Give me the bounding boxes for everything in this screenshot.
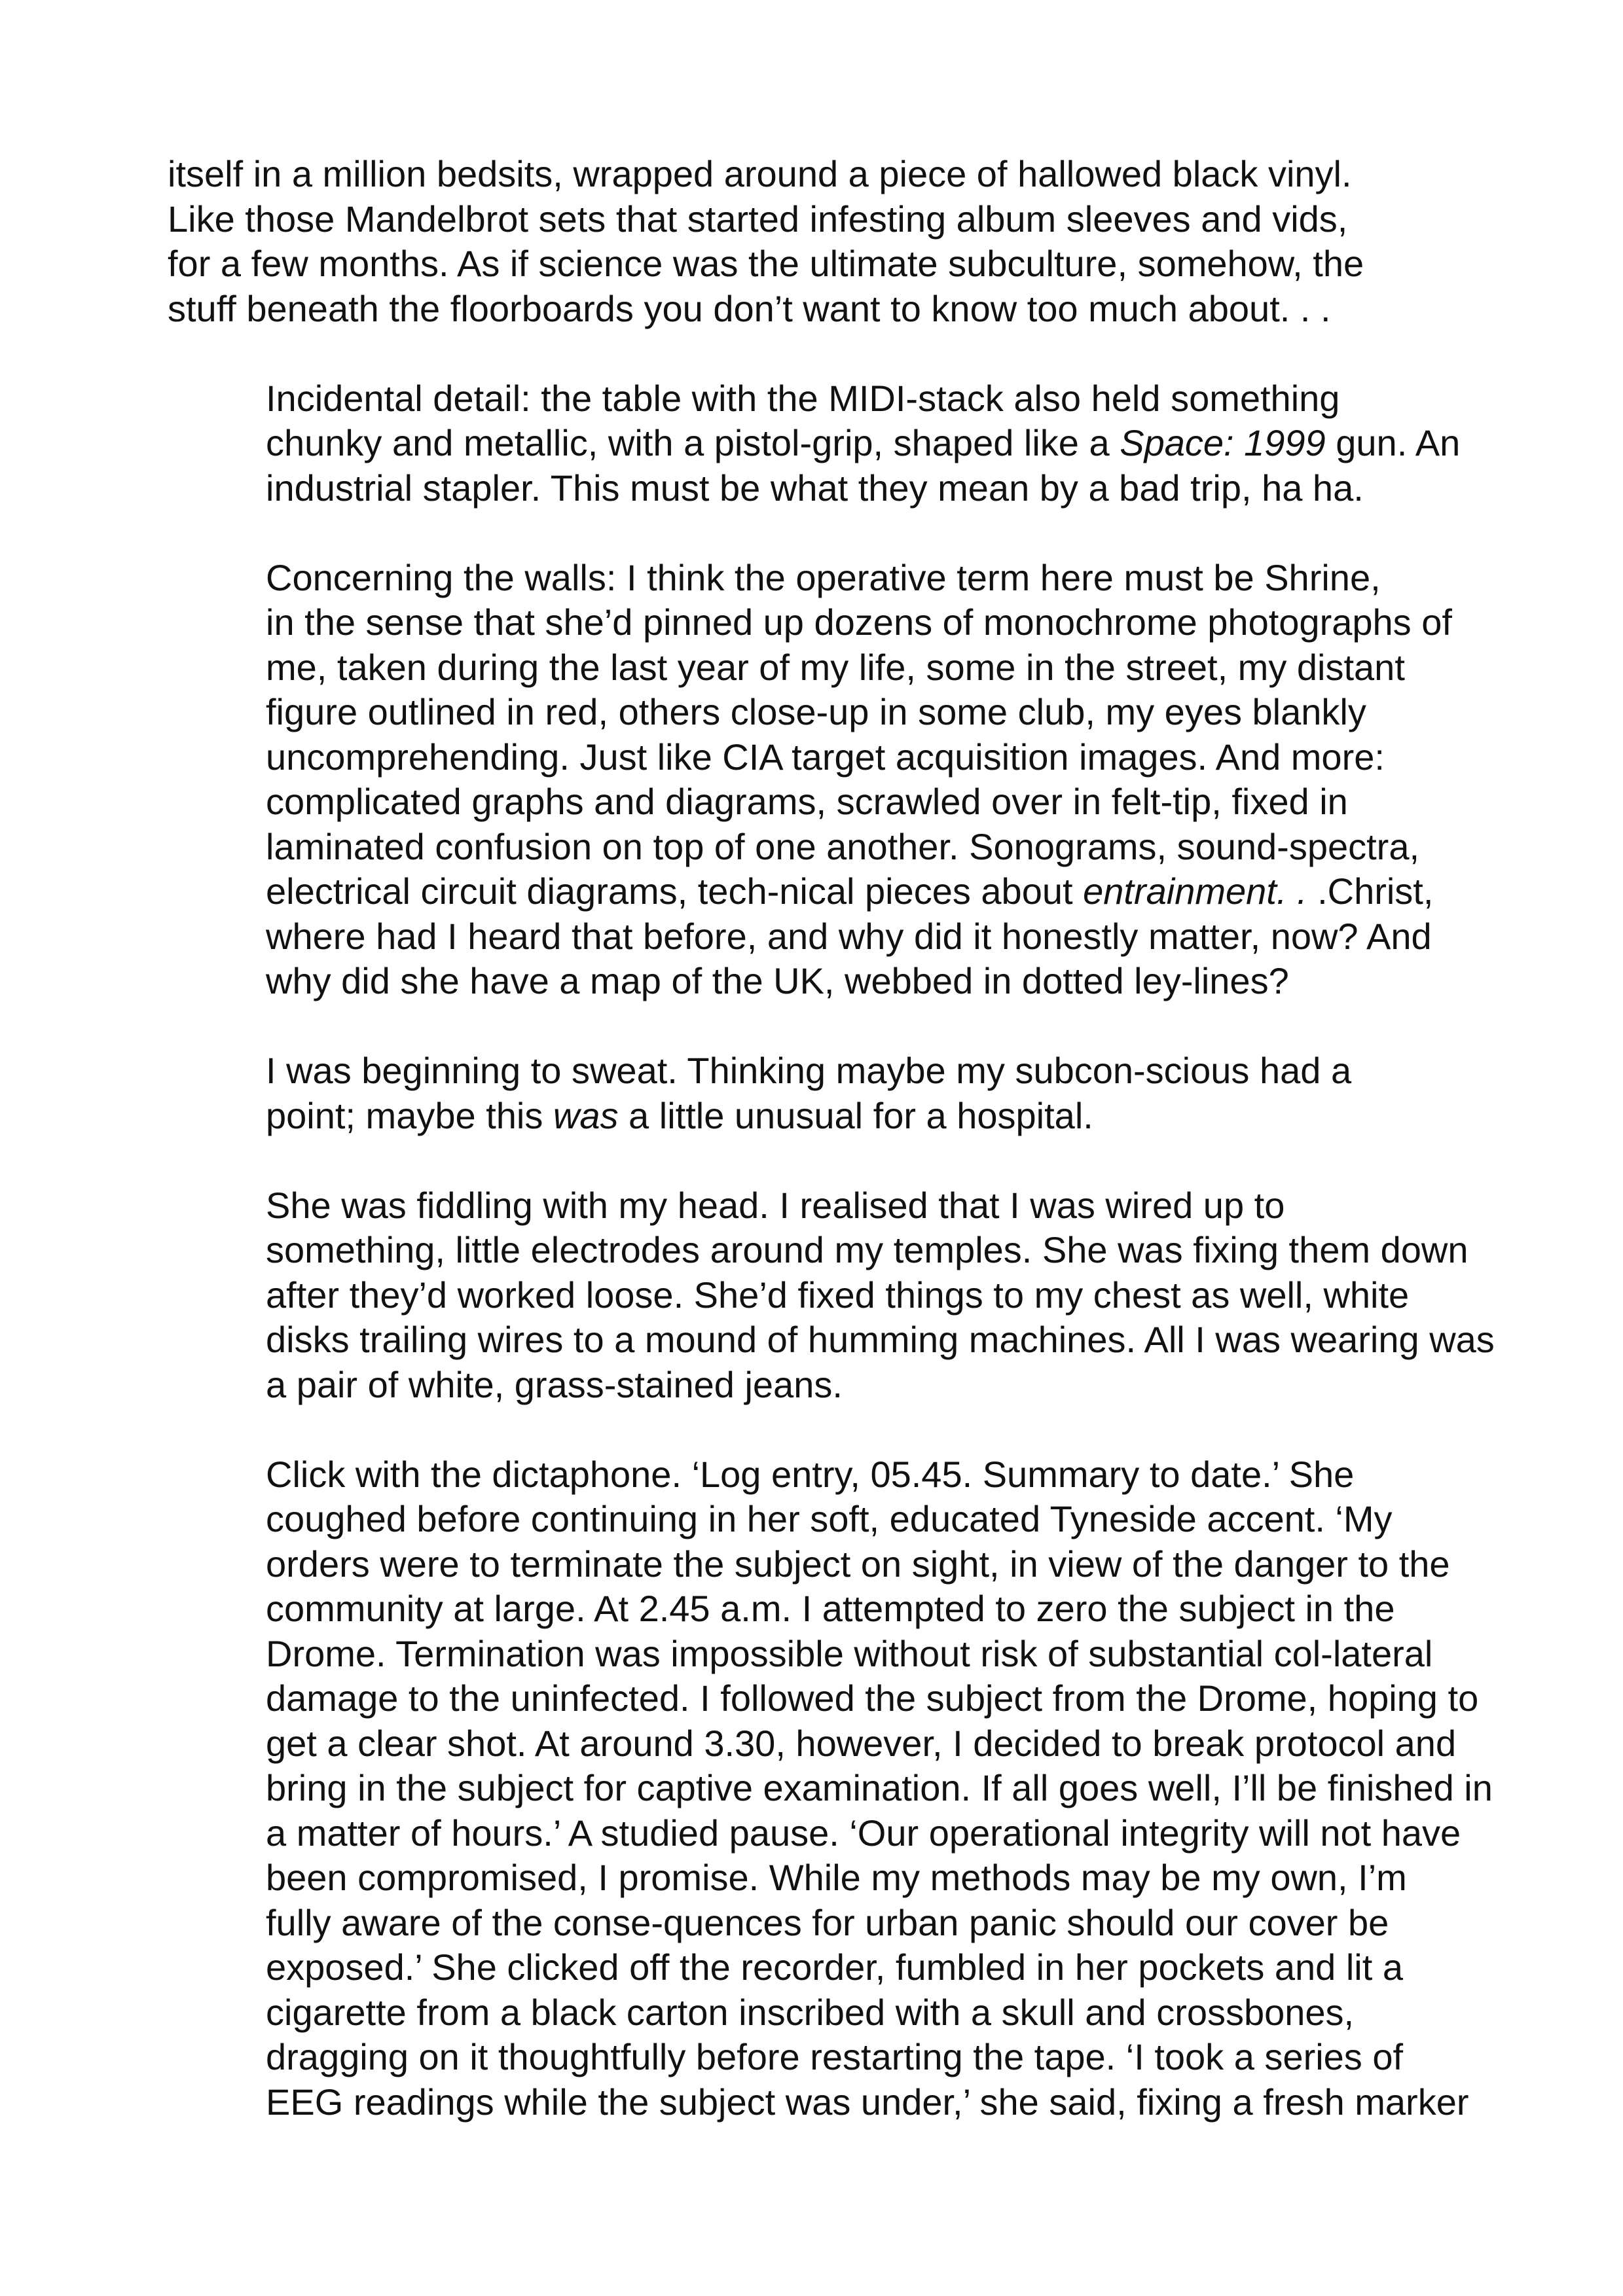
- text-run: fully aware of the conse-quences for urban panic should our cover be: [266, 1901, 1389, 1943]
- text-run: for a few months. As if science was the ultimate subculture, somehow, the: [168, 243, 1364, 284]
- text-run: why did she have a map of the UK, webbed in dotted ley-lines?: [266, 960, 1289, 1001]
- text-line: [168, 1318, 1495, 1363]
- text-line: [168, 1452, 1484, 1498]
- text-run: complicated graphs and diagrams, scrawled over in felt-tip, fixed in: [266, 781, 1348, 822]
- text-run: stuff beneath the floorboards you don’t want to know too much about. . .: [168, 287, 1331, 329]
- text-run: figure outlined in red, others close-up in some club, my eyes blankly: [266, 691, 1366, 732]
- paragraph: [168, 1049, 1484, 1138]
- text-line: [168, 376, 1484, 422]
- text-line: [168, 1811, 1484, 1856]
- text-line: [168, 600, 1484, 645]
- text-run: where had I heard that before, and why did it honestly matter, now? And: [266, 915, 1432, 957]
- text-line: [168, 556, 1484, 601]
- text-run: electrical circuit diagrams, tech-nical pieces about: [266, 870, 1084, 912]
- text-line: [168, 197, 1484, 242]
- text-run: cigarette from a black carton inscribed with a skull and crossbones,: [266, 1991, 1355, 2033]
- paragraph: [168, 1452, 1493, 2125]
- text-run: Like those Mandelbrot sets that started infesting album sleeves and vids,: [168, 198, 1348, 240]
- text-run: Concerning the walls: I think the operative term here must be Shrine,: [266, 556, 1381, 598]
- text-run: something, little electrodes around my temples. She was fixing them down: [266, 1229, 1468, 1270]
- text-line: [168, 1676, 1484, 1721]
- body-text: [168, 152, 1495, 2125]
- text-run: orders were to terminate the subject on sight, in view of the danger to the: [266, 1543, 1450, 1585]
- italic-text: entrainment. .: [1083, 870, 1307, 912]
- text-run: Drome. Termination was impossible without risk of substantial col-lateral: [266, 1632, 1433, 1674]
- italic-text: was: [553, 1094, 619, 1136]
- text-run: a matter of hours.’ A studied pause. ‘Our operational integrity will not have: [266, 1812, 1461, 1854]
- italic-text: Space: 1999: [1120, 422, 1326, 463]
- text-run: been compromised, I promise. While my methods may be my own, I’m: [266, 1857, 1407, 1898]
- text-line: [168, 1632, 1484, 1677]
- text-run: laminated confusion on top of one another. Sonograms, sound-spectra,: [266, 825, 1420, 867]
- text-line: [168, 242, 1484, 287]
- text-run: point; maybe this: [266, 1094, 553, 1136]
- text-line: [168, 1049, 1484, 1094]
- text-line: [168, 1990, 1484, 2036]
- text-line: [168, 1094, 1484, 1139]
- text-run: .Christ,: [1307, 870, 1434, 912]
- text-run: community at large. At 2.45 a.m. I attempted to zero the subject in the: [266, 1588, 1395, 1629]
- text-run: dragging on it thoughtfully before restarting the tape. ‘I took a series of: [266, 2036, 1404, 2077]
- text-line: [168, 421, 1484, 466]
- text-line: [168, 1856, 1484, 1901]
- text-run: bring in the subject for captive examination. If all goes well, I’ll be finished in: [266, 1767, 1493, 1808]
- text-line: [168, 466, 1484, 511]
- text-line: [168, 1945, 1484, 1990]
- text-line: [168, 825, 1484, 870]
- text-run: I was beginning to sweat. Thinking maybe my subcon-scious had a: [266, 1050, 1352, 1091]
- text-line: [168, 645, 1484, 691]
- text-line: [168, 914, 1484, 960]
- text-run: in the sense that she’d pinned up dozens of monochrome photographs of: [266, 601, 1452, 643]
- text-run: Incidental detail: the table with the MIDI-stack also held something: [266, 377, 1340, 419]
- text-run: get a clear shot. At around 3.30, however, I decided to break protocol and: [266, 1722, 1457, 1764]
- text-line: [168, 1721, 1484, 1767]
- text-run: uncomprehending. Just like CIA target acquisition images. And more:: [266, 736, 1385, 778]
- text-line: [168, 1273, 1484, 1318]
- text-line: [168, 1766, 1493, 1811]
- paragraph: [168, 556, 1484, 1004]
- text-run: disks trailing wires to a mound of humming machines. All I was wearing was: [266, 1319, 1495, 1360]
- text-line: [168, 1542, 1484, 1587]
- text-run: She was fiddling with my head. I realised that I was wired up to: [266, 1184, 1285, 1226]
- text-run: me, taken during the last year of my life, some in the street, my distant: [266, 646, 1405, 688]
- text-run: EEG readings while the subject was under,’ she said, fixing a fresh marker: [266, 2081, 1469, 2123]
- text-line: [168, 1183, 1484, 1229]
- text-line: [168, 1228, 1484, 1273]
- text-run: after they’d worked loose. She’d fixed things to my chest as well, white: [266, 1274, 1410, 1316]
- text-run: industrial stapler. This must be what they mean by a bad trip, ha ha.: [266, 467, 1364, 509]
- paragraph: [168, 376, 1484, 511]
- text-line: [168, 735, 1484, 780]
- text-line: [168, 2080, 1484, 2125]
- text-run: gun. An: [1325, 422, 1461, 463]
- text-run: itself in a million bedsits, wrapped around a piece of hallowed black vinyl.: [168, 153, 1352, 194]
- text-line: [168, 690, 1484, 735]
- text-run: chunky and metallic, with a pistol-grip, shaped like a: [266, 422, 1120, 463]
- text-run: exposed.’ She clicked off the recorder, fumbled in her pockets and lit a: [266, 1946, 1404, 1988]
- text-line: [168, 1497, 1484, 1542]
- text-line: [168, 780, 1484, 825]
- text-line: [168, 1901, 1484, 1946]
- text-run: coughed before continuing in her soft, educated Tyneside accent. ‘My: [266, 1498, 1393, 1539]
- text-run: Click with the dictaphone. ‘Log entry, 05.45. Summary to date.’ She: [266, 1453, 1355, 1495]
- text-run: a pair of white, grass-stained jeans.: [266, 1363, 843, 1405]
- text-run: damage to the uninfected. I followed the subject from the Drome, hoping to: [266, 1677, 1479, 1719]
- text-line: [168, 869, 1484, 914]
- text-run: a little unusual for a hospital.: [618, 1094, 1093, 1136]
- paragraph: [168, 1183, 1495, 1408]
- text-line: [168, 287, 1484, 332]
- text-line: [168, 2035, 1484, 2080]
- text-line: [168, 959, 1484, 1004]
- paragraph: [168, 152, 1484, 331]
- text-line: [168, 1363, 1484, 1408]
- text-line: [168, 1587, 1484, 1632]
- text-line: [168, 152, 1484, 197]
